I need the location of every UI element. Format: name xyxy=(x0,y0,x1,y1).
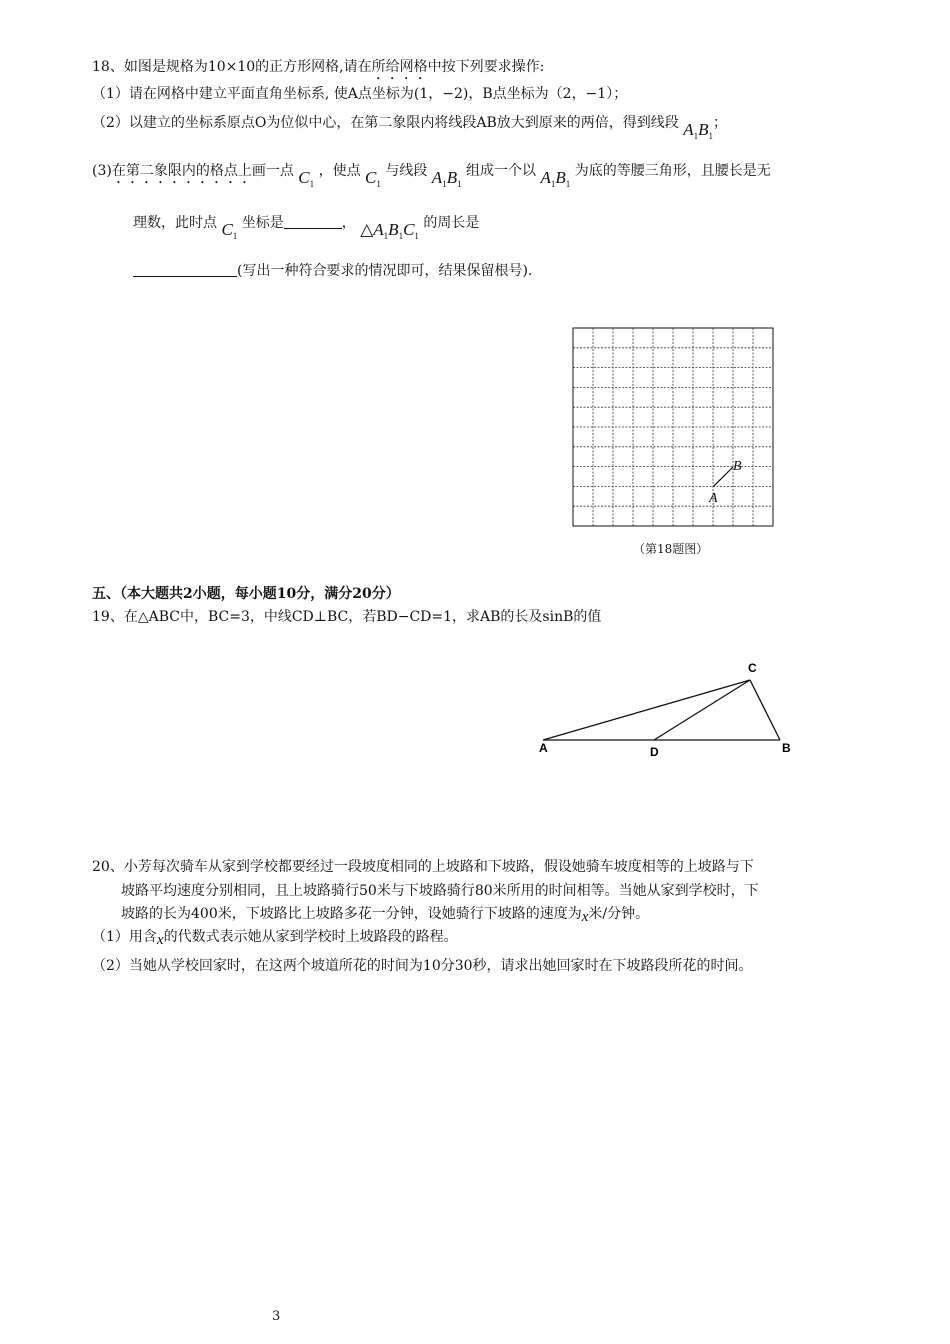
vertex-b-label: B xyxy=(782,741,791,755)
symbol-a1b1: $A_1B_1$ xyxy=(540,168,571,189)
q20-line1: 20、小芳每次骑车从家到学校都要经过一段坡度相同的上坡路和下坡路，假设她骑车坡度相等的上坡路与下 xyxy=(92,859,754,875)
q20-line3-b: 米/分钟。 xyxy=(588,906,650,922)
q20-part1 xyxy=(92,926,458,946)
q20-part1-a: （1）用含 xyxy=(92,929,157,945)
vertex-a-label: A xyxy=(539,741,548,755)
q20-line3 xyxy=(121,903,649,923)
figure-19-triangle xyxy=(530,655,810,765)
point-d-label: D xyxy=(650,745,659,759)
q18-line1-post: 中按下列要求操作: xyxy=(427,59,545,75)
q18-line4-emphasis: 在第二象限内的格点上 xyxy=(111,163,252,179)
q18-line5 xyxy=(133,212,480,241)
q18-line1-emphasis: 所给网格 xyxy=(371,59,428,75)
q18-line5-b: 坐标是 xyxy=(241,215,284,231)
q18-line4-a: 画一点 xyxy=(251,163,294,179)
q20-line3-a: 坡路的长为400米，下坡路比上坡路多花一分钟，设她骑行下坡路的速度为 xyxy=(121,906,582,922)
answer-blank-c1-coordinates[interactable] xyxy=(284,214,342,229)
q18-line5-a: 理数，此时点 xyxy=(133,215,217,231)
q19-text: 19、在△ABC中，BC=3，中线CD⊥BC，若BD−CD=1，求AB的长及sinB的值 xyxy=(92,609,602,625)
segment-ab xyxy=(713,467,733,487)
symbol-c1: $C_1$ xyxy=(298,168,315,189)
q18-line4-c: 与线段 xyxy=(385,163,428,179)
q18-line3-text: （2）以建立的坐标系原点O为位似中心，在第二象限内将线段AB放大到原来的两倍，得到线段 xyxy=(92,115,679,131)
q20-line2: 坡路平均速度分别相同，且上坡路骑行50米与下坡路骑行80米所用的时间相等。当她从家到学校时，下 xyxy=(121,883,759,899)
q18-line4-e: 为底的等腰三角形，且腰长是无 xyxy=(574,163,771,179)
point-a-label: A xyxy=(709,491,718,506)
q18-line6-text: (写出一种符合要求的情况即可，结果保留根号). xyxy=(237,263,533,279)
symbol-c1: $C_1$ xyxy=(221,220,238,241)
q18-line5-c: ， xyxy=(341,215,356,231)
q18-line4-b: ，使点 xyxy=(318,163,361,179)
symbol-triangle-a1b1c1: $\triangle A_1B_1C_1$ xyxy=(360,220,419,241)
variable-x: x xyxy=(156,932,164,948)
q20-part1-b: 的代数式表示她从家到学校时上坡路段的路程。 xyxy=(163,929,458,945)
side-bc xyxy=(750,680,780,740)
q18-line3-end: ； xyxy=(713,115,728,131)
answer-blank-perimeter[interactable] xyxy=(133,262,237,277)
vertex-c-label: C xyxy=(748,661,757,675)
figure-18-caption: （第18题图） xyxy=(633,542,709,556)
symbol-a1b1: $A_1B_1$ xyxy=(683,120,714,141)
q18-line3 xyxy=(92,112,728,141)
figure-18-grid xyxy=(566,322,780,532)
side-ac xyxy=(543,680,750,740)
page-number: 3 xyxy=(272,1309,281,1324)
q20-part2: （2）当她从学校回家时，在这两个坡道所花的时间为10分30秒，请求出她回家时在下坡路段所花的时间。 xyxy=(92,958,753,974)
q18-line6 xyxy=(133,260,532,280)
q18-line4-pre: (3) xyxy=(92,163,112,179)
q18-line5-d: 的周长是 xyxy=(423,215,480,231)
variable-x: x xyxy=(581,909,589,925)
symbol-a1b1: $A_1B_1$ xyxy=(431,168,462,189)
median-cd xyxy=(654,680,750,740)
q18-line1-pre: 18、如图是规格为10×10的正方形网格,请在 xyxy=(92,59,372,75)
symbol-c1: $C_1$ xyxy=(365,168,381,189)
q18-line4 xyxy=(92,160,771,187)
q18-line2: （1）请在网格中建立平面直角坐标系, 使A点坐标为(1，−2)，B点坐标为（2，−1）； xyxy=(92,86,628,102)
section-5-heading: 五、（本大题共2小题，每小题10分，满分20分） xyxy=(92,586,400,602)
q18-line1 xyxy=(92,56,544,83)
grid-lines xyxy=(573,328,773,526)
point-b-label: B xyxy=(733,459,742,474)
q18-line4-d: 组成一个以 xyxy=(466,163,537,179)
